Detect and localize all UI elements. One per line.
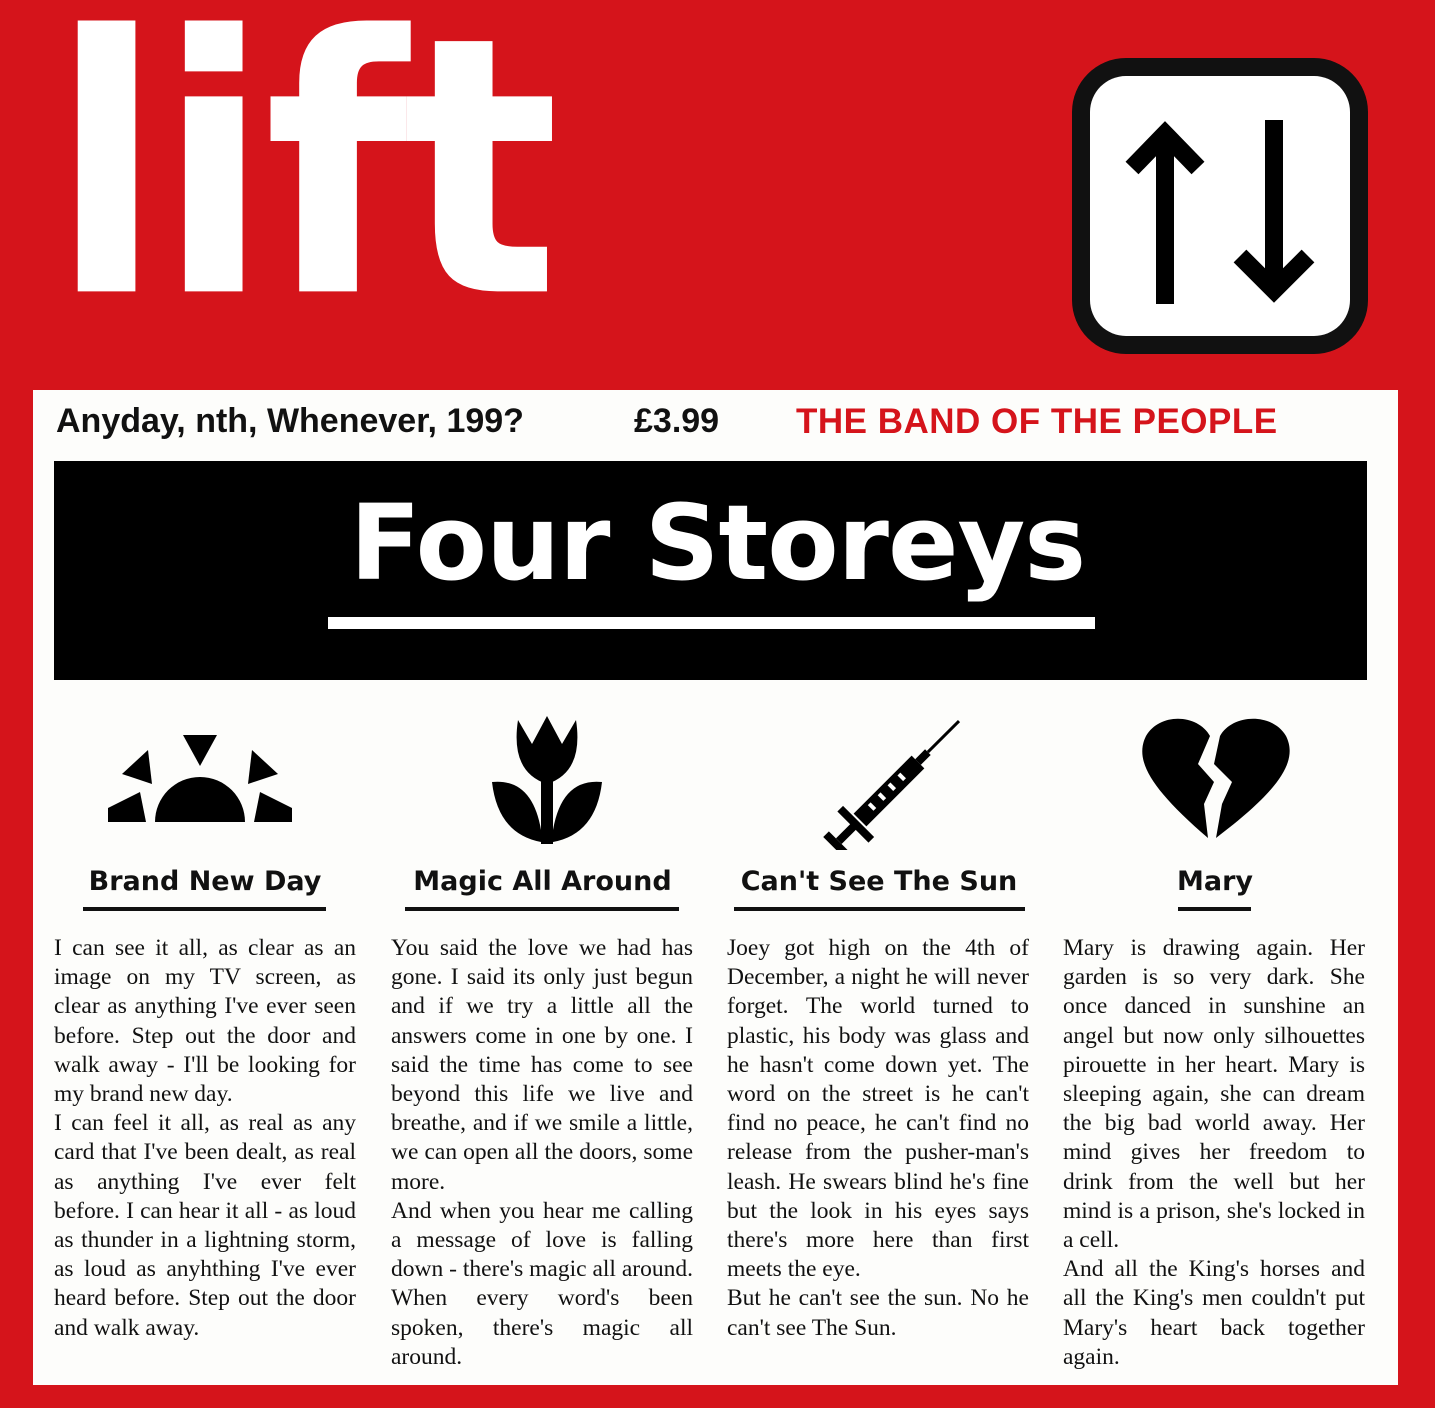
song-title-underline bbox=[734, 907, 1025, 911]
lyrics-magic-all-around: You said the love we had has gone. I said its only just begun and if we try a little all the answers come in one by one. I said the time has come to see beyond this life we live and breathe, and if we smile a little, we can open all the doors, some more. And when you hear me calling a message of love is falling down - there's magic all around. When every word's been spoken, there's magic all around. bbox=[391, 935, 693, 1370]
issue-price: £3.99 bbox=[634, 402, 720, 440]
sunrise-icon bbox=[100, 730, 300, 825]
lyrics-brand-new-day: I can see it all, as clear as an image on my TV screen, as clear as anything I've ever seen before. Step out the door and walk away - I'll be looking for my brand new day. I can feel it all, as real as any card that I've been dealt, as real as anything I've ever felt before. I can hear it all - as loud as thunder in a lightning storm, as loud as anyhthing I've ever heard before. Step out the door and walk away. bbox=[54, 935, 356, 1341]
song-title-underline bbox=[83, 907, 326, 911]
syringe-icon bbox=[820, 710, 970, 850]
lyrics-mary: Mary is drawing again. Her garden is so very dark. She once danced in sunshine an angel but now only silhouettes pirouette in her heart. Mary is sleeping again, she can dream the big bad world away. Her mind gives her freedom to drink from the well but her mind is a prison, she's locked in a cell. And all the King's horses and all the King's men couldn't put Mary's heart back together again. bbox=[1063, 935, 1365, 1370]
song-title-mary: Mary bbox=[1176, 866, 1253, 897]
issue-date: Anyday, nth, Whenever, 199? bbox=[56, 402, 524, 440]
song-title-magic-all-around: Magic All Around bbox=[413, 866, 672, 897]
headline-title: Four Storeys bbox=[349, 482, 1086, 604]
broken-heart-icon bbox=[1140, 712, 1292, 842]
tagline: THE BAND OF THE PEOPLE bbox=[796, 402, 1278, 441]
song-title-underline bbox=[405, 907, 679, 911]
tulip-icon bbox=[488, 712, 606, 847]
song-title-brand-new-day: Brand New Day bbox=[88, 866, 322, 897]
headline-underline bbox=[328, 617, 1095, 629]
song-title-underline bbox=[1178, 907, 1251, 911]
song-title-cant-see-the-sun: Can't See The Sun bbox=[740, 866, 1018, 897]
up-down-arrows-icon bbox=[1072, 58, 1368, 354]
lyrics-cant-see-the-sun: Joey got high on the 4th of December, a night he will never forget. The world turned to plastic, his body was glass and he hasn't come down yet. The word on the street is he can't find no peace, he can't find no release from the pusher-man's leash. He swears blind he's fine but the look in his eyes says there's more here than first meets the eye. But he can't see the sun. No he can't see The Sun. bbox=[727, 935, 1029, 1341]
lift-logo: lift bbox=[50, 0, 554, 376]
